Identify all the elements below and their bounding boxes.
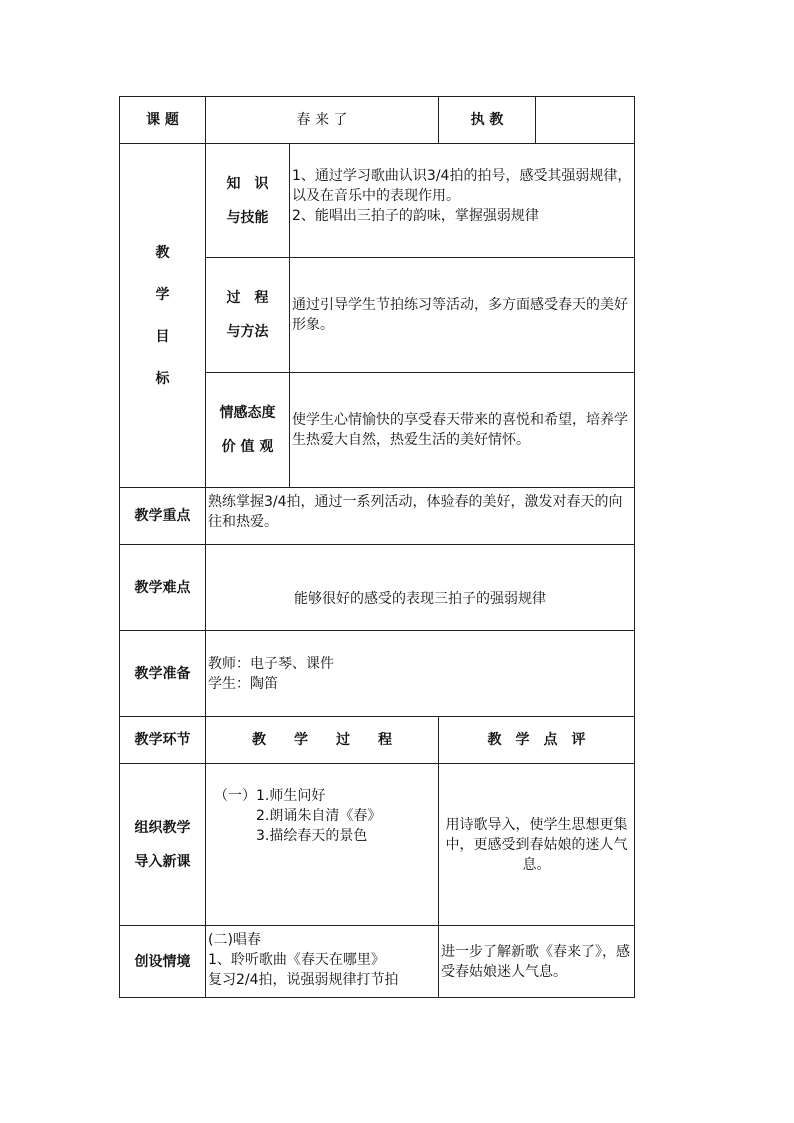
process-line: （一）1.师生问好 <box>214 788 326 804</box>
preparation-content <box>206 631 635 717</box>
label-line: 导入新课 <box>134 853 191 870</box>
objectives-label <box>120 144 206 488</box>
process-line: 2.朗诵朱自清《春》 <box>214 808 382 824</box>
objectives-label-char: 标 <box>155 370 170 387</box>
process-header-row <box>120 717 635 764</box>
step-label <box>120 764 206 926</box>
label-line: 情感态度 <box>219 405 276 421</box>
step-row <box>120 764 635 926</box>
step-row <box>120 926 635 998</box>
subject-label: 课 题 <box>120 97 206 144</box>
objectives-label-char: 目 <box>155 328 170 345</box>
objective-label-attitude <box>206 373 290 488</box>
label-line: 价 值 观 <box>221 439 274 455</box>
process-line: 1、聆听歌曲《春天在哪里》 <box>208 952 385 968</box>
process-header-process: 教 学 过 程 <box>206 717 439 764</box>
label-line: 组织教学 <box>134 819 191 836</box>
step-comment: 进一步了解新歌《春来了》，感受春姑娘迷人气息。 <box>439 926 635 998</box>
preparation-line: 学生：陶笛 <box>208 675 278 692</box>
objective-content-attitude: 使学生心情愉快的享受春天带来的喜悦和希望，培养学生热爱大自然，热爱生活的美好情怀。 <box>290 373 635 488</box>
objective-label-process <box>206 258 290 373</box>
header-row <box>120 97 635 144</box>
step-process <box>206 926 439 998</box>
label-line: 过 程 <box>226 290 269 306</box>
subject-value: 春 来 了 <box>206 97 439 144</box>
process-line: 3.描绘春天的景色 <box>214 828 368 844</box>
objective-content-knowledge: 1、通过学习歌曲认识3/4拍的拍号，感受其强弱规律，以及在音乐中的表现作用。 2、能唱出三拍子的韵味，掌握强弱规律 <box>290 144 635 258</box>
teacher-label: 执 教 <box>439 97 536 144</box>
objective-content-process: 通过引导学生节拍练习等活动，多方面感受春天的美好形象。 <box>290 258 635 373</box>
difficulty-label: 教学难点 <box>120 545 206 631</box>
key-point-label: 教学重点 <box>120 488 206 545</box>
lesson-plan-table <box>119 96 635 998</box>
label-line: 知 识 <box>226 175 269 192</box>
step-comment: 用诗歌导入，使学生思想更集中，更感受到春姑娘的迷人气息。 <box>439 764 635 926</box>
objectives-label-char: 教 <box>155 244 170 261</box>
process-header-comment: 教 学 点 评 <box>439 717 635 764</box>
preparation-row <box>120 631 635 717</box>
process-line: 复习2/4拍，说强弱规律打节拍 <box>208 972 399 988</box>
label-line: 与方法 <box>226 324 269 340</box>
difficulty-row <box>120 545 635 631</box>
objective-label-knowledge <box>206 144 290 258</box>
preparation-label: 教学准备 <box>120 631 206 717</box>
key-point-content: 熟练掌握3/4拍，通过一系列活动，体验春的美好，激发对春天的向往和热爱。 <box>206 488 635 545</box>
process-line: (二)唱春 <box>208 932 261 948</box>
objective-row-knowledge <box>120 144 635 258</box>
key-point-row <box>120 488 635 545</box>
process-header-label: 教学环节 <box>120 717 206 764</box>
step-label: 创设情境 <box>120 926 206 998</box>
step-process <box>206 764 439 926</box>
objectives-label-char: 学 <box>155 286 170 303</box>
difficulty-content: 能够很好的感受的表现三拍子的强弱规律 <box>206 545 635 631</box>
preparation-line: 教师：电子琴、课件 <box>208 655 334 672</box>
label-line: 与技能 <box>226 209 269 226</box>
teacher-value <box>536 97 635 144</box>
